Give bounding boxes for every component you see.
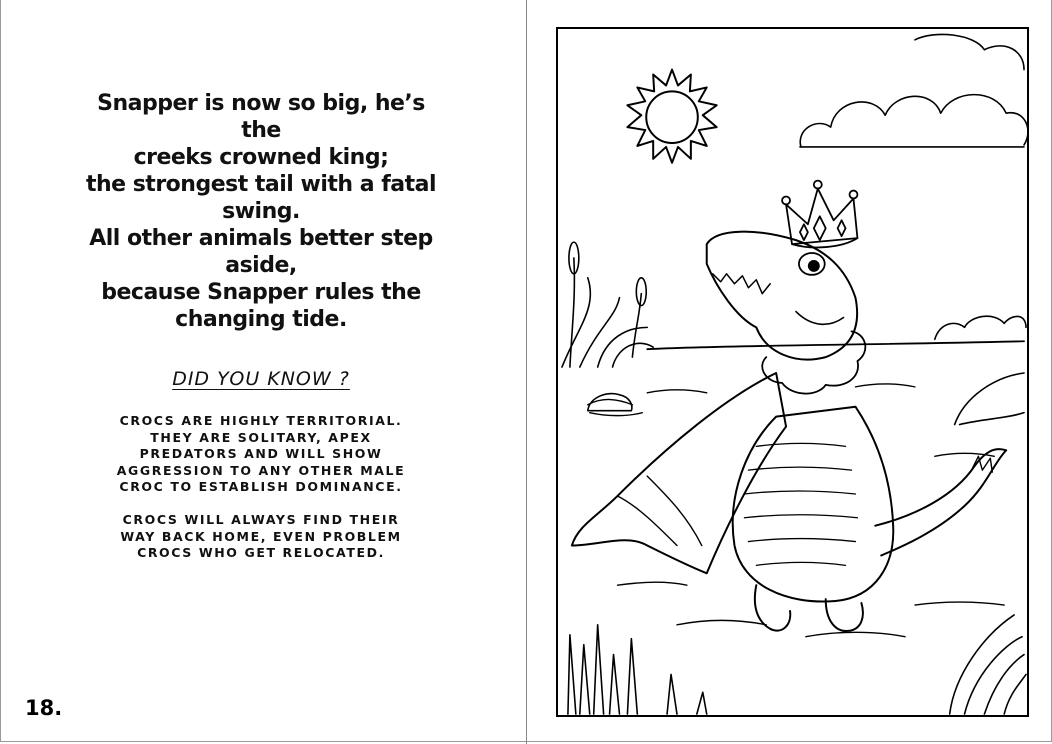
- fact-line: PREDATORS AND WILL SHOW: [139, 446, 383, 461]
- poem-line: All other animals better step: [89, 226, 433, 251]
- poem-line: changing tide.: [175, 307, 347, 332]
- fact-line: CROCS WHO GET RELOCATED.: [137, 545, 385, 560]
- sun-icon: [627, 70, 716, 163]
- fact-line: CROCS ARE HIGHLY TERRITORIAL.: [119, 413, 403, 428]
- poem-line: because Snapper rules the: [101, 280, 421, 305]
- poem-line: swing.: [222, 199, 300, 224]
- poem-text: [81, 90, 441, 333]
- fact-paragraph-territorial: [101, 413, 421, 496]
- did-you-know-heading: DID YOU KNOW ?: [172, 368, 350, 390]
- poem-line: the strongest tail with a fatal: [85, 172, 437, 197]
- cloud-icon: [800, 34, 1027, 146]
- fact-line: CROC TO ESTABLISH DOMINANCE.: [119, 479, 403, 494]
- crown-icon: [782, 181, 857, 248]
- poem-line: aside,: [225, 253, 297, 278]
- fact-line: THEY ARE SOLITARY, APEX: [150, 429, 372, 445]
- poem-line: Snapper is now so big, he’s the: [97, 91, 425, 143]
- fact-line: WAY BACK HOME, EVEN PROBLEM: [120, 528, 402, 544]
- coloring-illustration: [556, 27, 1029, 717]
- fact-line: CROCS WILL ALWAYS FIND THEIR: [122, 512, 400, 527]
- fact-paragraph-homing: [101, 512, 421, 562]
- fact-line: AGGRESSION TO ANY OTHER MALE: [116, 462, 406, 478]
- poem-line: creeks crowned king;: [133, 145, 389, 170]
- reed-icon: [562, 242, 653, 367]
- page-number: 18.: [25, 696, 63, 720]
- left-page: [0, 0, 526, 742]
